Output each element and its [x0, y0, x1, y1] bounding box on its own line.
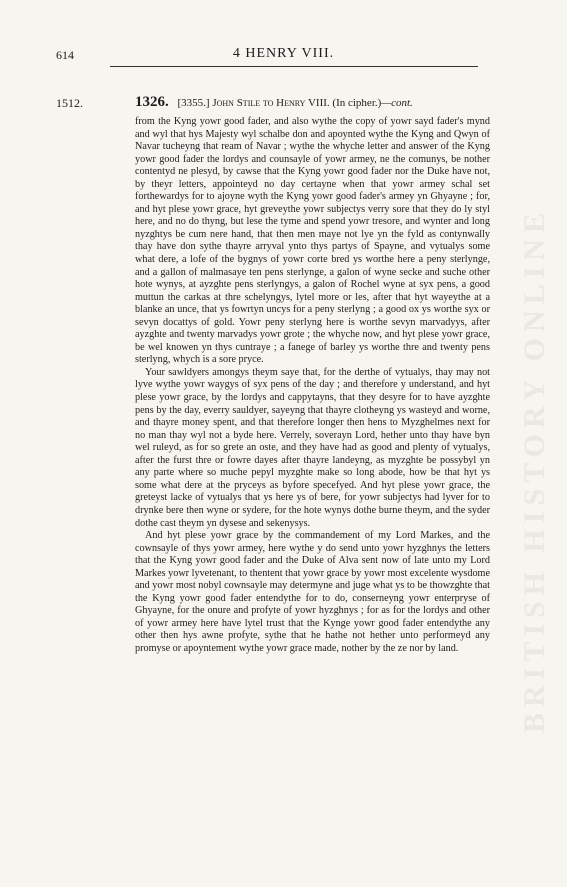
entry-number: 1326. [135, 94, 169, 110]
paragraph-3: And hyt plese yowr grace by the commandement of my Lord Markes, and the cownsayle of thys yowr armey, here wythe y do send unto yowr hyzghnys the letters that the Kyng yowr good fader and the Duke of Alva sent now of late unto my Lord Markes yowr lyvetenant, to thentent that yowr grace by yowr most excelente wysdome and yowr most nobyl cownsayle may determyne and juge what ys to be thowzghte that the Kyng yowr good fader entendythe for to do, conserneyng yowr enterpryse of Ghyayne, for the onure and profyte of yowr hyzghnys ; for as for the lordys and other of yowr armey here have lytel trust that the Kynge yowr good fader entendythe any other then hys awne profyte, sythe that he hathe not hether unto performeyd any promyse or apoyntement wythe yowr grace made, nother by the ze nor by land. [135, 530, 490, 654]
margin-year: 1512. [56, 96, 83, 110]
body-text [135, 116, 490, 656]
header-rule [110, 66, 478, 67]
entry-ref: [3355.] [177, 97, 210, 109]
paragraph-2: Your sawldyers amongys theym saye that, for the derthe of vytualys, thay may not lyve wythe yowr waygys of syx pens of the day ; and therefore y understand, and hyt plese yowr grace, by the lordys and cappytayns, that they desyre for to have ayzghte pens by the day, everry sauldyer, sayeyng that thayre clotheyng ys wasteyd and worne, and thayre money spent, and that therefore longer then hens to Myzghelmes next for no man thay wyl not a byde here. Verrely, soverayn Lord, hether unto thay have byn wel ruleyd, as for so grete an oste, and they have had as good and plenty of vytualys, after the furst thre or fowre dayes after thayre landeyng, as myzghte be possybyl yn any parte where so muche pepyl myzghte make so long abode, how be that hyt ys some what dere at the pryceys as byfore specefyed. And hyt plese yowr grace, the greteyst lacke of vytualys that ys here ys of bere, for yowr subjectys had lyver for to drynke bere then wyne or sydere, for the hote wynys dothe burne theym, and the syder dothe cast theym yn dysese and sekenysys. [135, 366, 490, 529]
paragraph-1: from the Kyng yowr good fader, and also wythe the copy of yowr sayd fader's mynd and wyl that hys Majesty wyl schalbe don and apoynted wythe the Kyng and Qwyn of Navar tucheyng that ream of Navar ; wythe the whyche letter and answer of the Kyng yowr good fader the lordys and counsayle of yowr armey, ne the comunys, be nother contentyd ne plesyd, by cawse that the Kyng yowr good fader nor the Duke have not, by theyr letters, appointeyd no day certayne when that yowr armey schal set forthewardys for to ajoyne wyth the Kyng yowr good fader's armey yn Ghyayne ; for, and hyt plese yowr grace, hyt greveythe yowr subjectys verry sore that they do ly styl here, and no do thyng, but lese the tyme and spend yowr tresore, and wynter and long nyzghtys be cum nere hand, that then men maye not lye yn the fyld as contynwally thay have don sythe thayre arryval ynto thys partys of Spayne, and vytualys some what dere, a lofe of the bygnys of yowr corte bred ys worthe here a peny sterlynge, and a gallon of malmasaye ten pens sterlynge, a galon of wyne secke and suche other hote wynys, at ayzghte pens sterlyngys, a galon of Rochel wyne at syx pens, a good muttun the carkas at thre schelyngys, lytel more or les, after that hyt wayeythe at a blanke an unce, that ys fowrtyn uncys for a peny sterlyng ; a good ox ys worthe syx or sevyn docattys of gold. Yowr peny sterlyng here is worthe sevyn marvadyys, after ayzghte and twenty marvadys yowr grote ; the whyche now, and hyt plese yowr grace, be wel knowen yn thys cuntraye ; a fanege of barley ys worthe thre and twenty pens sterlyng, whych is a sore pryce. [135, 116, 490, 366]
page-number: 614 [56, 48, 74, 62]
running-head: 4 HENRY VIII. [232, 46, 335, 61]
entry-title: John Stile to Henry VIII. [212, 97, 330, 109]
watermark-logo: BRITISH HISTORY ONLINE [518, 206, 551, 734]
entry-cont: —cont. [381, 97, 413, 109]
entry-note: (In cipher.) [332, 97, 382, 109]
entry-heading [135, 94, 490, 111]
